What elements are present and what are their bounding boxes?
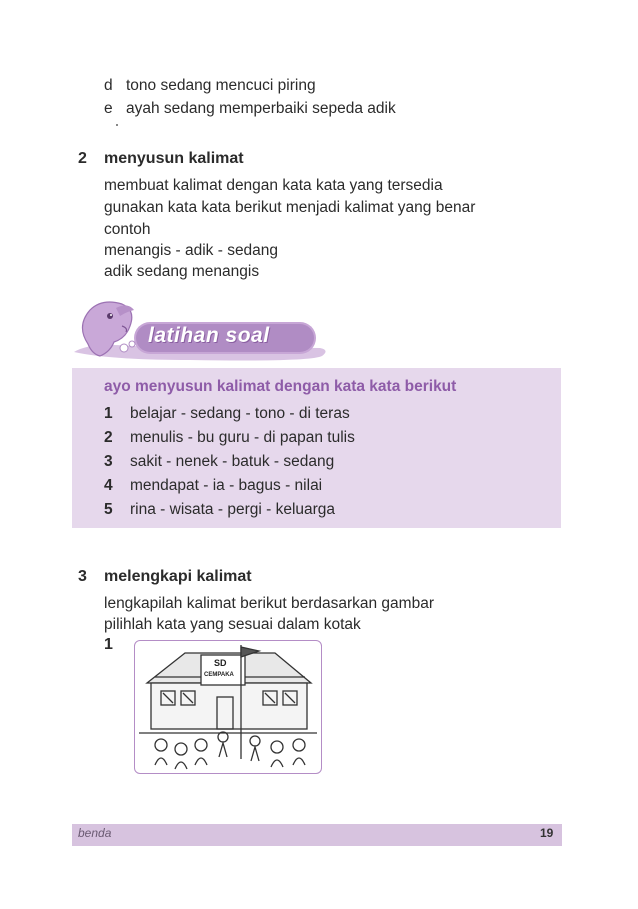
item-text: sakit - nenek - batuk - sedang [130,453,335,470]
item-number: 5 [104,501,113,518]
list-item [104,426,355,450]
list-item [104,498,355,522]
dot-mark [116,124,118,126]
item-number: 4 [104,477,113,494]
school-illustration-image [135,641,321,773]
item-text: ayah sedang memperbaiki sepeda adik [126,100,396,117]
section-title: menyusun kalimat [104,150,244,167]
school-flag-illustration [134,640,322,774]
instruction-line: membuat kalimat dengan kata kata yang tersedia [104,177,443,194]
example-words: menangis - adik - sedang [104,242,279,259]
item-number: 3 [104,453,113,470]
list-item [104,99,396,119]
item-text: belajar - sedang - tono - di teras [130,405,350,422]
school-sign-line1: SD [214,658,227,668]
example-label: contoh [104,221,151,238]
item-letter: e [104,100,113,117]
exercise-box [72,368,561,528]
instruction-line: gunakan kata kata berikut menjadi kalimat yang benar [104,199,476,216]
list-item [104,76,316,96]
exercise-list [104,402,355,522]
exercise-title: ayo menyusun kalimat dengan kata kata berikut [104,378,457,395]
item-number: 2 [104,429,113,446]
list-item [104,474,355,498]
section-number: 2 [78,150,87,167]
page-number: 19 [540,826,554,840]
item-number: 1 [104,405,113,422]
item-text: tono sedang mencuci piring [126,77,316,94]
item-text: mendapat - ia - bagus - nilai [130,477,323,494]
item-text: rina - wisata - pergi - keluarga [130,501,336,518]
banner-label: latihan soal [148,324,270,347]
footer-bar [72,824,562,846]
item-text: menulis - bu guru - di papan tulis [130,429,355,446]
list-item [104,450,355,474]
item-letter: d [104,77,113,94]
item-number: 1 [104,636,113,653]
latihan-soal-banner [70,296,330,368]
school-sign-line2: CEMPAKA [204,672,234,678]
list-item [104,402,355,426]
section-number: 3 [78,568,87,585]
section-title: melengkapi kalimat [104,568,252,585]
footer-chapter-label: benda [78,826,112,840]
example-answer: adik sedang menangis [104,263,260,280]
instruction-line: pilihlah kata yang sesuai dalam kotak [104,616,361,633]
instruction-line: lengkapilah kalimat berikut berdasarkan gambar [104,595,434,612]
